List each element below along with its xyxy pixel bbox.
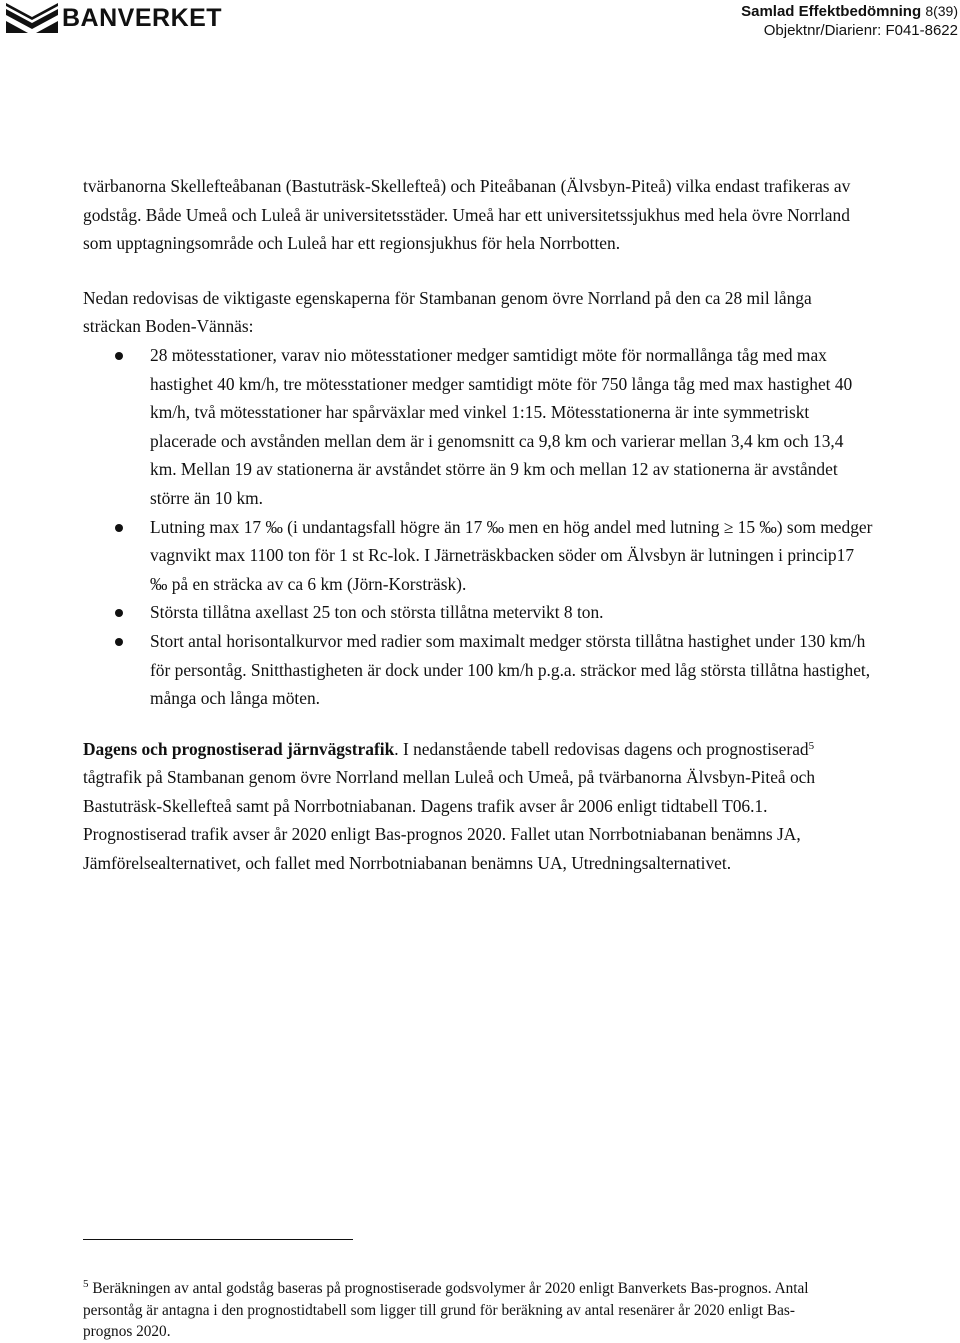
paragraph-intro: tvärbanorna Skellefteåbanan (Bastuträsk-Skellefteå) och Piteåbanan (Älvsbyn-Piteå) vilka endast trafikeras av godståg. Både Umeå och Luleå är universitetsstäder. Umeå har ett universitetssjukhus med hela övre Norrland som upptagningsområde och Luleå har ett regionsjukhus för hela Norrbotten. [83,176,851,254]
page-header [0,0,960,48]
banverket-logo [6,3,222,33]
document-title: Samlad Effektbedömning [741,3,922,20]
traffic-heading: Dagens och prognostiserad järnvägstrafik [83,738,395,759]
footnote-number: 5 [83,1278,89,1290]
bullet-icon [115,609,123,617]
properties-list [83,341,873,713]
bullet-icon [115,352,123,360]
object-number: Objektnr/Diarienr: F041-8622 [763,22,958,39]
footnote-text: Beräkningen av antal godståg baseras på prognostiserade godsvolymer år 2020 enligt Banverkets Bas-prognos. Antal persontåg är antagna i den prognostidtabell som ligger till grund för beräkning av antal resenärer år 2020 enligt Bas-prognos 2020. [83,1280,809,1340]
list-item [83,598,873,627]
header-info [741,2,958,40]
footnote-reference[interactable]: 5 [808,739,815,752]
list-item-text: Stort antal horisontalkurvor med radier som maximalt medger största tillåtna hastighet under 130 km/h för persontåg. Snitthastigheten är dock under 100 km/h p.g.a. sträckor med låg största tillåtna hastighet, många och långa möten. [150,630,871,709]
list-item [83,341,873,513]
banverket-emblem-icon [6,3,58,33]
list-item-text: Största tillåtna axellast 25 ton och största tillåtna metervikt 8 ton. [150,602,604,623]
bullet-icon [115,524,123,532]
logo-text: BANVERKET [62,4,223,32]
footnote-divider [83,1239,353,1240]
traffic-text-end: tågtrafik på Stambanan genom övre Norrland mellan Luleå och Umeå, på tvärbanorna Älvsbyn-Piteå och Bastuträsk-Skellefteå samt på Norrbotniabanan. Dagens trafik avser år 2006 enligt tidtabell T06.1. Prognostiserad trafik avser år 2020 enligt Bas-prognos 2020. Fallet utan Norrbotniabanan benämns JA, Jämförelsealternativet, och fallet med Norrbotniabanan benämns UA, Utredningsalternativet. [83,767,816,874]
document-body [83,172,873,878]
list-item-text: Lutning max 17 ‰ (i undantagsfall högre än 17 ‰ men en hög andel med lutning ≥ 15 ‰) som medger vagnvikt max 1100 ton för 1 st Rc-lok. I Järneträskbacken söder om Älvsbyn är lutningen i princip17 ‰ på en sträcka av ca 6 km (Jörn-Korsträsk). [150,516,873,594]
list-item [83,627,873,713]
list-item-text: 28 mötesstationer, varav nio mötesstationer medger samtidigt möte för normallånga tåg med max hastighet 40 km/h, tre mötesstationer medger samtidigt möte för 750 långa tåg med max hastighet 40 km/h, två mötesstationer har spårväxlar med vinkel 1:15. Mötesstationerna är inte symmetriskt placerade och avstånden mellan dem är i genomsnitt ca 9,8 km och varierar mellan 3,4 km och 13,4 km. Mellan 19 av stationerna är avståndet större än 9 km och mellan 12 av stationerna är avståndet större än 10 km. [150,344,853,508]
paragraph-traffic [83,735,873,878]
bullet-icon [115,638,123,646]
footnote [83,1278,843,1343]
traffic-text-start: . I nedanstående tabell redovisas dagens och prognostiserad [394,738,809,759]
list-item [83,513,873,599]
paragraph-properties-intro: Nedan redovisas de viktigaste egenskaperna för Stambanan genom övre Norrland på den ca 28 mil långa sträckan Boden-Vännäs: [83,287,812,337]
page-number: 8(39) [925,3,958,19]
